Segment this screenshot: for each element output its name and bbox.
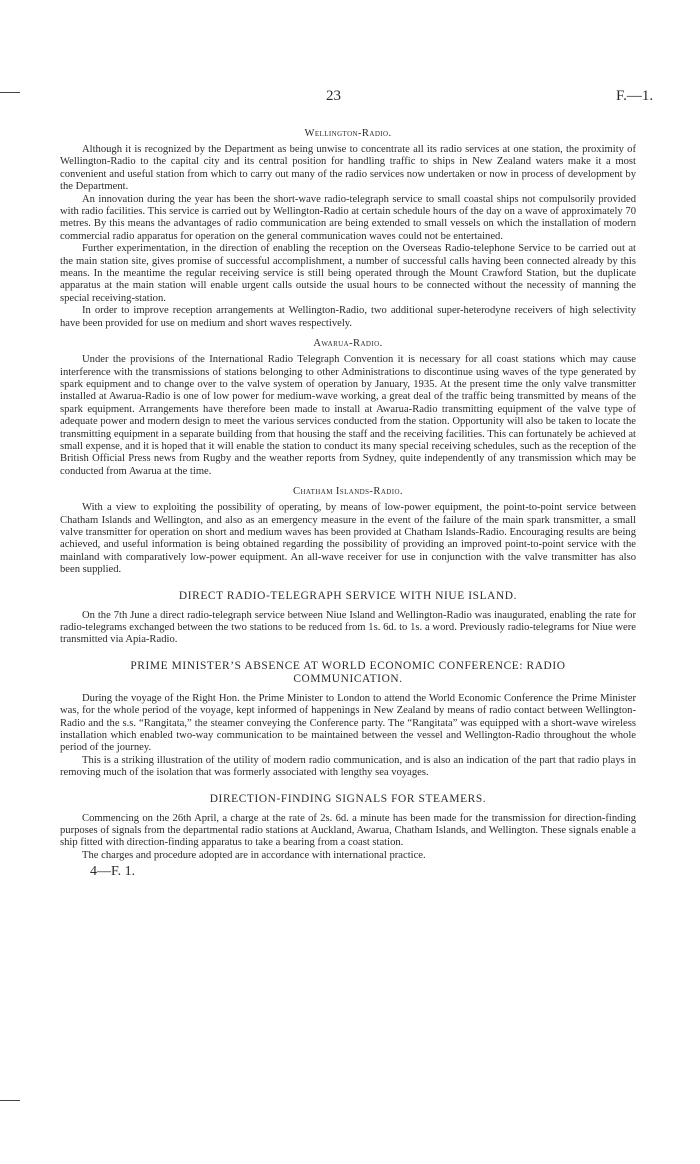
heading-chatham-islands-radio: Chatham Islands-Radio. [293, 486, 403, 498]
paragraph: Commencing on the 26th April, a charge at the rate of 2s. 6d. a minute has been made for the transmission for direction-finding purposes of signals from the departmental radio stations at Auckland, Awarua, Chatham Islands, and Wellington. These signals enable a ship fitted with direction-finding apparatus to take a bearing from a coast station. [60, 812, 636, 849]
page-number: 23 [326, 88, 341, 104]
paragraph: An innovation during the year has been the short-wave radio-telegraph service to small coastal ships not compulsorily provided with radio facilities. This service is carried out by Wellington-Radio at certain schedule hours of the day on a wave of approximately 70 metres. By this means the advantages of radio communication are being extended to small vessels on which the installation of modern commercial radio apparatus for operation on the general communication waves could not be entertained. [60, 193, 636, 242]
paragraph: Although it is recognized by the Department as being unwise to concentrate all its radio services at one station, the proximity of Wellington-Radio to the capital city and its central position for handling traffic to ships in New Zealand waters make it a most convenient and useful station from which to carry out many of the radio services now undertaken or now in process of development by the Department. [60, 144, 636, 193]
paragraph: Further experimentation, in the direction of enabling the reception on the Overseas Radio-telephone Service to be carried out at the main station site, gives promise of successful accomplishment, a number of successful calls having been connected already by this means. In the meantime the regular receiving service is still being operated through the Mount Crawford Station, but the duplicate apparatus at the main station will enable urgent calls outside the usual hours to be connected without the necessity of manning the special receiving-station. [60, 243, 636, 304]
paragraph: Under the provisions of the International Radio Telegraph Convention it is necessary for all coast stations which may cause interference with the transmissions of stations belonging to other Administrations to discontinue using waves of the type generated by spark equipment and to change over to the valve system of operation by January, 1935. At the present time the only valve transmitter installed at Awarua-Radio is one of low power for medium-wave working, a great deal of the traffic being transmitted by means of the spark equipment. Arrangements have therefore been made to install at Awarua-Radio transmitting equipment of the valve type of adequate power and modern design to meet the various services conducted from the station. Opportunity will also be taken to locate the transmitting equipment in a separate building from that housing the staff and the receiving facilities. This can fortunately be achieved at small expense, and it is hoped that it will enable the station to conduct its many special receiving schedules, such as the reception of the British Official Press news from Rugby and the weather reports from Sydney, quite independently of any transmission which may be conducted from Awarua at the time. [60, 354, 636, 477]
heading-niue-service: DIRECT RADIO-TELEGRAPH SERVICE WITH NIUE ISLAND. [178, 589, 518, 602]
heading-awarua-radio: Awarua-Radio. [313, 338, 383, 350]
heading-direction-finding: DIRECTION-FINDING SIGNALS FOR STEAMERS. [209, 792, 487, 805]
heading-prime-minister-conference: PRIME MINISTER’S ABSENCE AT WORLD ECONOMIC CONFERENCE: RADIO COMMUNICATION. [130, 659, 566, 685]
heading-wellington-radio: Wellington-Radio. [304, 128, 392, 139]
page-body [60, 120, 636, 880]
paragraph: During the voyage of the Right Hon. the Prime Minister to London to attend the World Economic Conference the Prime Minister was, for the whole period of the voyage, kept informed of happenings in New Zealand by means of radio contact between Wellington-Radio and the s.s. “Rangitata,” the steamer conveying the Conference party. The “Rangitata” was equipped with a short-wave wireless installation which enabled two-way communication to be maintained between the vessel and Wellington-Radio throughout the whole period of the journey. [60, 692, 636, 754]
signature-mark: 4—F. 1. [90, 864, 136, 880]
document-code: F.—1. [616, 88, 654, 104]
paragraph: This is a striking illustration of the utility of modern radio communication, and is also an indication of the part that radio plays in removing much of the isolation that was formerly associated with lengthy sea voyages. [60, 754, 636, 779]
paragraph: In order to improve reception arrangements at Wellington-Radio, two additional super-heterodyne receivers of high selectivity have been provided for use on medium and short waves respectively. [60, 305, 636, 329]
paragraph: On the 7th June a direct radio-telegraph service between Niue Island and Wellington-Radio was inaugurated, enabling the rate for radio-telegrams exchanged between the two stations to be reduced from 1s. 6d. to 1s. a word. Previously radio-telegrams for Niue were transmitted via Apia-Radio. [60, 609, 636, 646]
margin-mark-top [0, 92, 20, 93]
paragraph: The charges and procedure adopted are in accordance with international practice. [82, 849, 426, 861]
margin-mark-bottom [0, 1100, 20, 1101]
paragraph: With a view to exploiting the possibility of operating, by means of low-power equipment, the point-to-point service between Chatham Islands and Wellington, and also as an emergency measure in the event of the failure of the main spark transmitter, a small valve transmitter for operation on short and medium waves has been provided at Chatham Islands-Radio. Encouraging results are being achieved, and useful information is being obtained regarding the possibility of providing an improved point-to-point service with the mainland with comparatively low-power equipment. An all-wave receiver for use in conjunction with the valve transmitter has also been supplied. [60, 502, 636, 576]
